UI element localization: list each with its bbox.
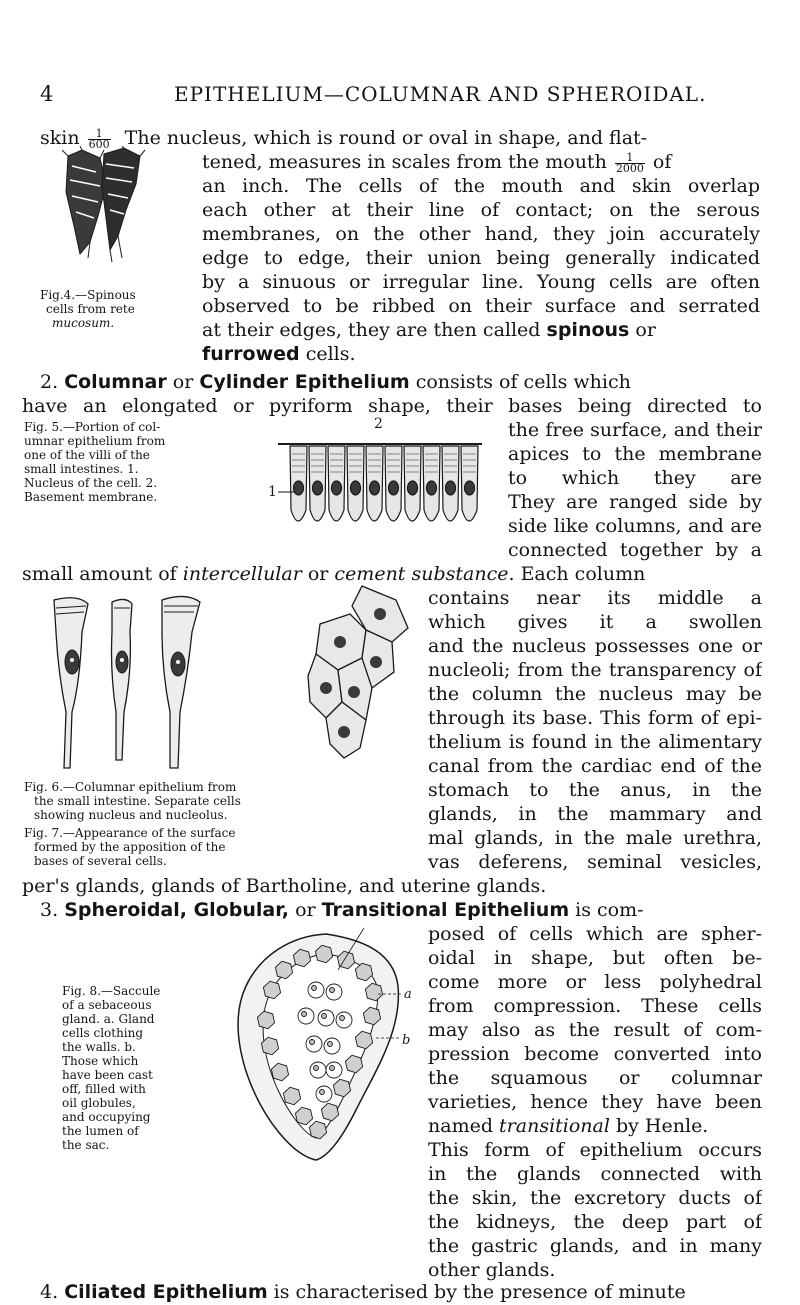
- text-line-39: pression become converted into: [428, 1043, 762, 1065]
- text-line-42: named transitional by Henle.: [428, 1115, 709, 1137]
- text-line-14: apices to the membrane: [508, 443, 762, 465]
- oil-globule: [312, 986, 317, 991]
- figure-8-caption: Fig. 8.—Saccule of a sebaceous gland. a. Gland cells clothing the walls. b. Those which have been cast off, filled with oil globules, and occupying the lumen of the sac.: [62, 984, 161, 1152]
- text-line-09: at their edges, they are then called spinous or: [202, 319, 656, 341]
- oil-globule: [330, 1066, 335, 1071]
- cell-nucleus: [313, 481, 323, 495]
- text-line-13: the free surface, and their: [508, 419, 762, 441]
- section-2-heading: 2. Columnar or Cylinder Epithelium consists of cells which: [40, 371, 631, 393]
- text-line-43: This form of epithelium occurs: [428, 1139, 762, 1161]
- text-line-19: small amount of intercellular or cement substance. Each column: [22, 563, 646, 585]
- running-header: [40, 82, 760, 112]
- figure-4-spinous-cells: [60, 146, 146, 264]
- oil-globule: [320, 1090, 325, 1095]
- text-line-07: by a sinuous or irregular line. Young cells are often: [202, 271, 760, 293]
- text-line-05: membranes, on the other hand, they join accurately: [202, 223, 760, 245]
- cell-nucleus: [351, 481, 361, 495]
- oil-globule: [314, 1066, 319, 1071]
- text-line-44: in the glands connected with: [428, 1163, 762, 1185]
- text-line-12: have an elongated or pyriform shape, their bases being directed to: [22, 395, 762, 417]
- figure-5-caption: Fig. 5.—Portion of col- umnar epithelium from one of the villi of the small intestines. 1. Nucleus of the cell. 2. Basement membrane.: [24, 420, 166, 504]
- oil-globule: [330, 988, 335, 993]
- figure-6-caption: Fig. 6.—Columnar epithelium from the small intestine. Separate cells showing nucleus and nucleolus.: [24, 780, 241, 822]
- oil-globule: [328, 1042, 333, 1047]
- text-line-03: an inch. The cells of the mouth and skin overlap: [202, 175, 760, 197]
- figure-5-label-2: 2: [374, 416, 383, 432]
- text-line-04: each other at their line of contact; on the serous: [202, 199, 760, 221]
- text-line-37: from compression. These cells: [428, 995, 762, 1017]
- text-line-21: which gives it a swollen: [428, 611, 762, 633]
- text-line-46: the kidneys, the deep part of: [428, 1211, 762, 1233]
- text-line-45: the skin, the excretory ducts of: [428, 1187, 762, 1209]
- cell-nucleus: [446, 481, 456, 495]
- text-line-30: mal glands, in the male urethra,: [428, 827, 762, 849]
- text-line-34: posed of cells which are spher-: [428, 923, 762, 945]
- fraction-1-600: $\frac{1}{600}$: [88, 126, 110, 151]
- text-line-20: contains near its middle a: [428, 587, 762, 609]
- cell-nucleus: [427, 481, 437, 495]
- section-3-heading: 3. Spheroidal, Globular, or Transitional Epithelium is com-: [40, 899, 644, 921]
- text-line-48: other glands.: [428, 1259, 556, 1281]
- oil-globule: [340, 1016, 345, 1021]
- figure-7-caption: Fig. 7.—Appearance of the surface formed by the apposition of the bases of several cells.: [24, 826, 236, 868]
- text-line-41: varieties, hence they have been: [428, 1091, 762, 1113]
- text-line-40: the squamous or columnar: [428, 1067, 762, 1089]
- text-line-27: canal from the cardiac end of the: [428, 755, 762, 777]
- text-line-01: skin $\frac{1}{600}$ The nucleus, which is round or oval in shape, and flat-: [40, 126, 648, 151]
- text-line-31: vas deferens, seminal vesicles,: [428, 851, 762, 873]
- running-title: EPITHELIUM—COLUMNAR AND SPHEROIDAL.: [174, 82, 707, 106]
- text-line-02: tened, measures in scales from the mouth $\frac{1}{2000}$ of: [202, 150, 672, 175]
- figure-7-surface-of-cell-bases: [300, 584, 420, 762]
- cell-nucleus: [332, 481, 342, 495]
- text-line-18: connected together by a: [508, 539, 762, 561]
- figure-8-sebaceous-saccule: [226, 920, 422, 1166]
- text-line-22: and the nucleus possesses one or: [428, 635, 762, 657]
- figure-6-columnar-cells: [42, 592, 252, 770]
- cell-nucleus: [389, 481, 399, 495]
- oil-globule: [302, 1012, 307, 1017]
- text-line-08: observed to be ribbed on their surface and serrated: [202, 295, 760, 317]
- cell-nucleus: [294, 481, 304, 495]
- text-line-15: to which they are: [508, 467, 762, 489]
- text-line-10: furrowed cells.: [202, 343, 356, 365]
- text-line-47: the gastric glands, and in many: [428, 1235, 762, 1257]
- figure-5-columnar-epithelium: [268, 414, 488, 542]
- text-line-32: per's glands, glands of Bartholine, and uterine glands.: [22, 875, 547, 897]
- text-line-38: may also as the result of com-: [428, 1019, 762, 1041]
- oil-globule: [310, 1040, 315, 1045]
- text-line-35: oidal in shape, but often be-: [428, 947, 762, 969]
- text-line-06: edge to edge, their union being generally indicated: [202, 247, 760, 269]
- figure-5-label-1: 1: [268, 484, 277, 500]
- text-line-24: the column the nucleus may be: [428, 683, 762, 705]
- cell-nucleus: [408, 481, 418, 495]
- figure-8-label-b: b: [402, 1033, 411, 1048]
- text-line-16: They are ranged side by: [508, 491, 762, 513]
- text-line-29: glands, in the mammary and: [428, 803, 762, 825]
- cell-nucleus: [370, 481, 380, 495]
- oil-globule: [322, 1014, 327, 1019]
- figure-4-caption: Fig.4.—Spinous cells from rete mucosum.: [40, 288, 136, 330]
- text-line-28: stomach to the anus, in the: [428, 779, 762, 801]
- text-line-17: side like columns, and are: [508, 515, 762, 537]
- cell-nucleus: [465, 481, 475, 495]
- figure-8-label-a: a: [404, 987, 412, 1002]
- section-4-heading: 4. Ciliated Epithelium is characterised by the presence of minute: [40, 1281, 686, 1303]
- fraction-1-2000: $\frac{1}{2000}$: [615, 150, 644, 175]
- text-line-25: through its base. This form of epi-: [428, 707, 762, 729]
- page-number: 4: [40, 82, 54, 106]
- text-line-36: come more or less polyhedral: [428, 971, 762, 993]
- text-line-26: thelium is found in the alimentary: [428, 731, 762, 753]
- text-line-23: nucleoli; from the transparency of: [428, 659, 762, 681]
